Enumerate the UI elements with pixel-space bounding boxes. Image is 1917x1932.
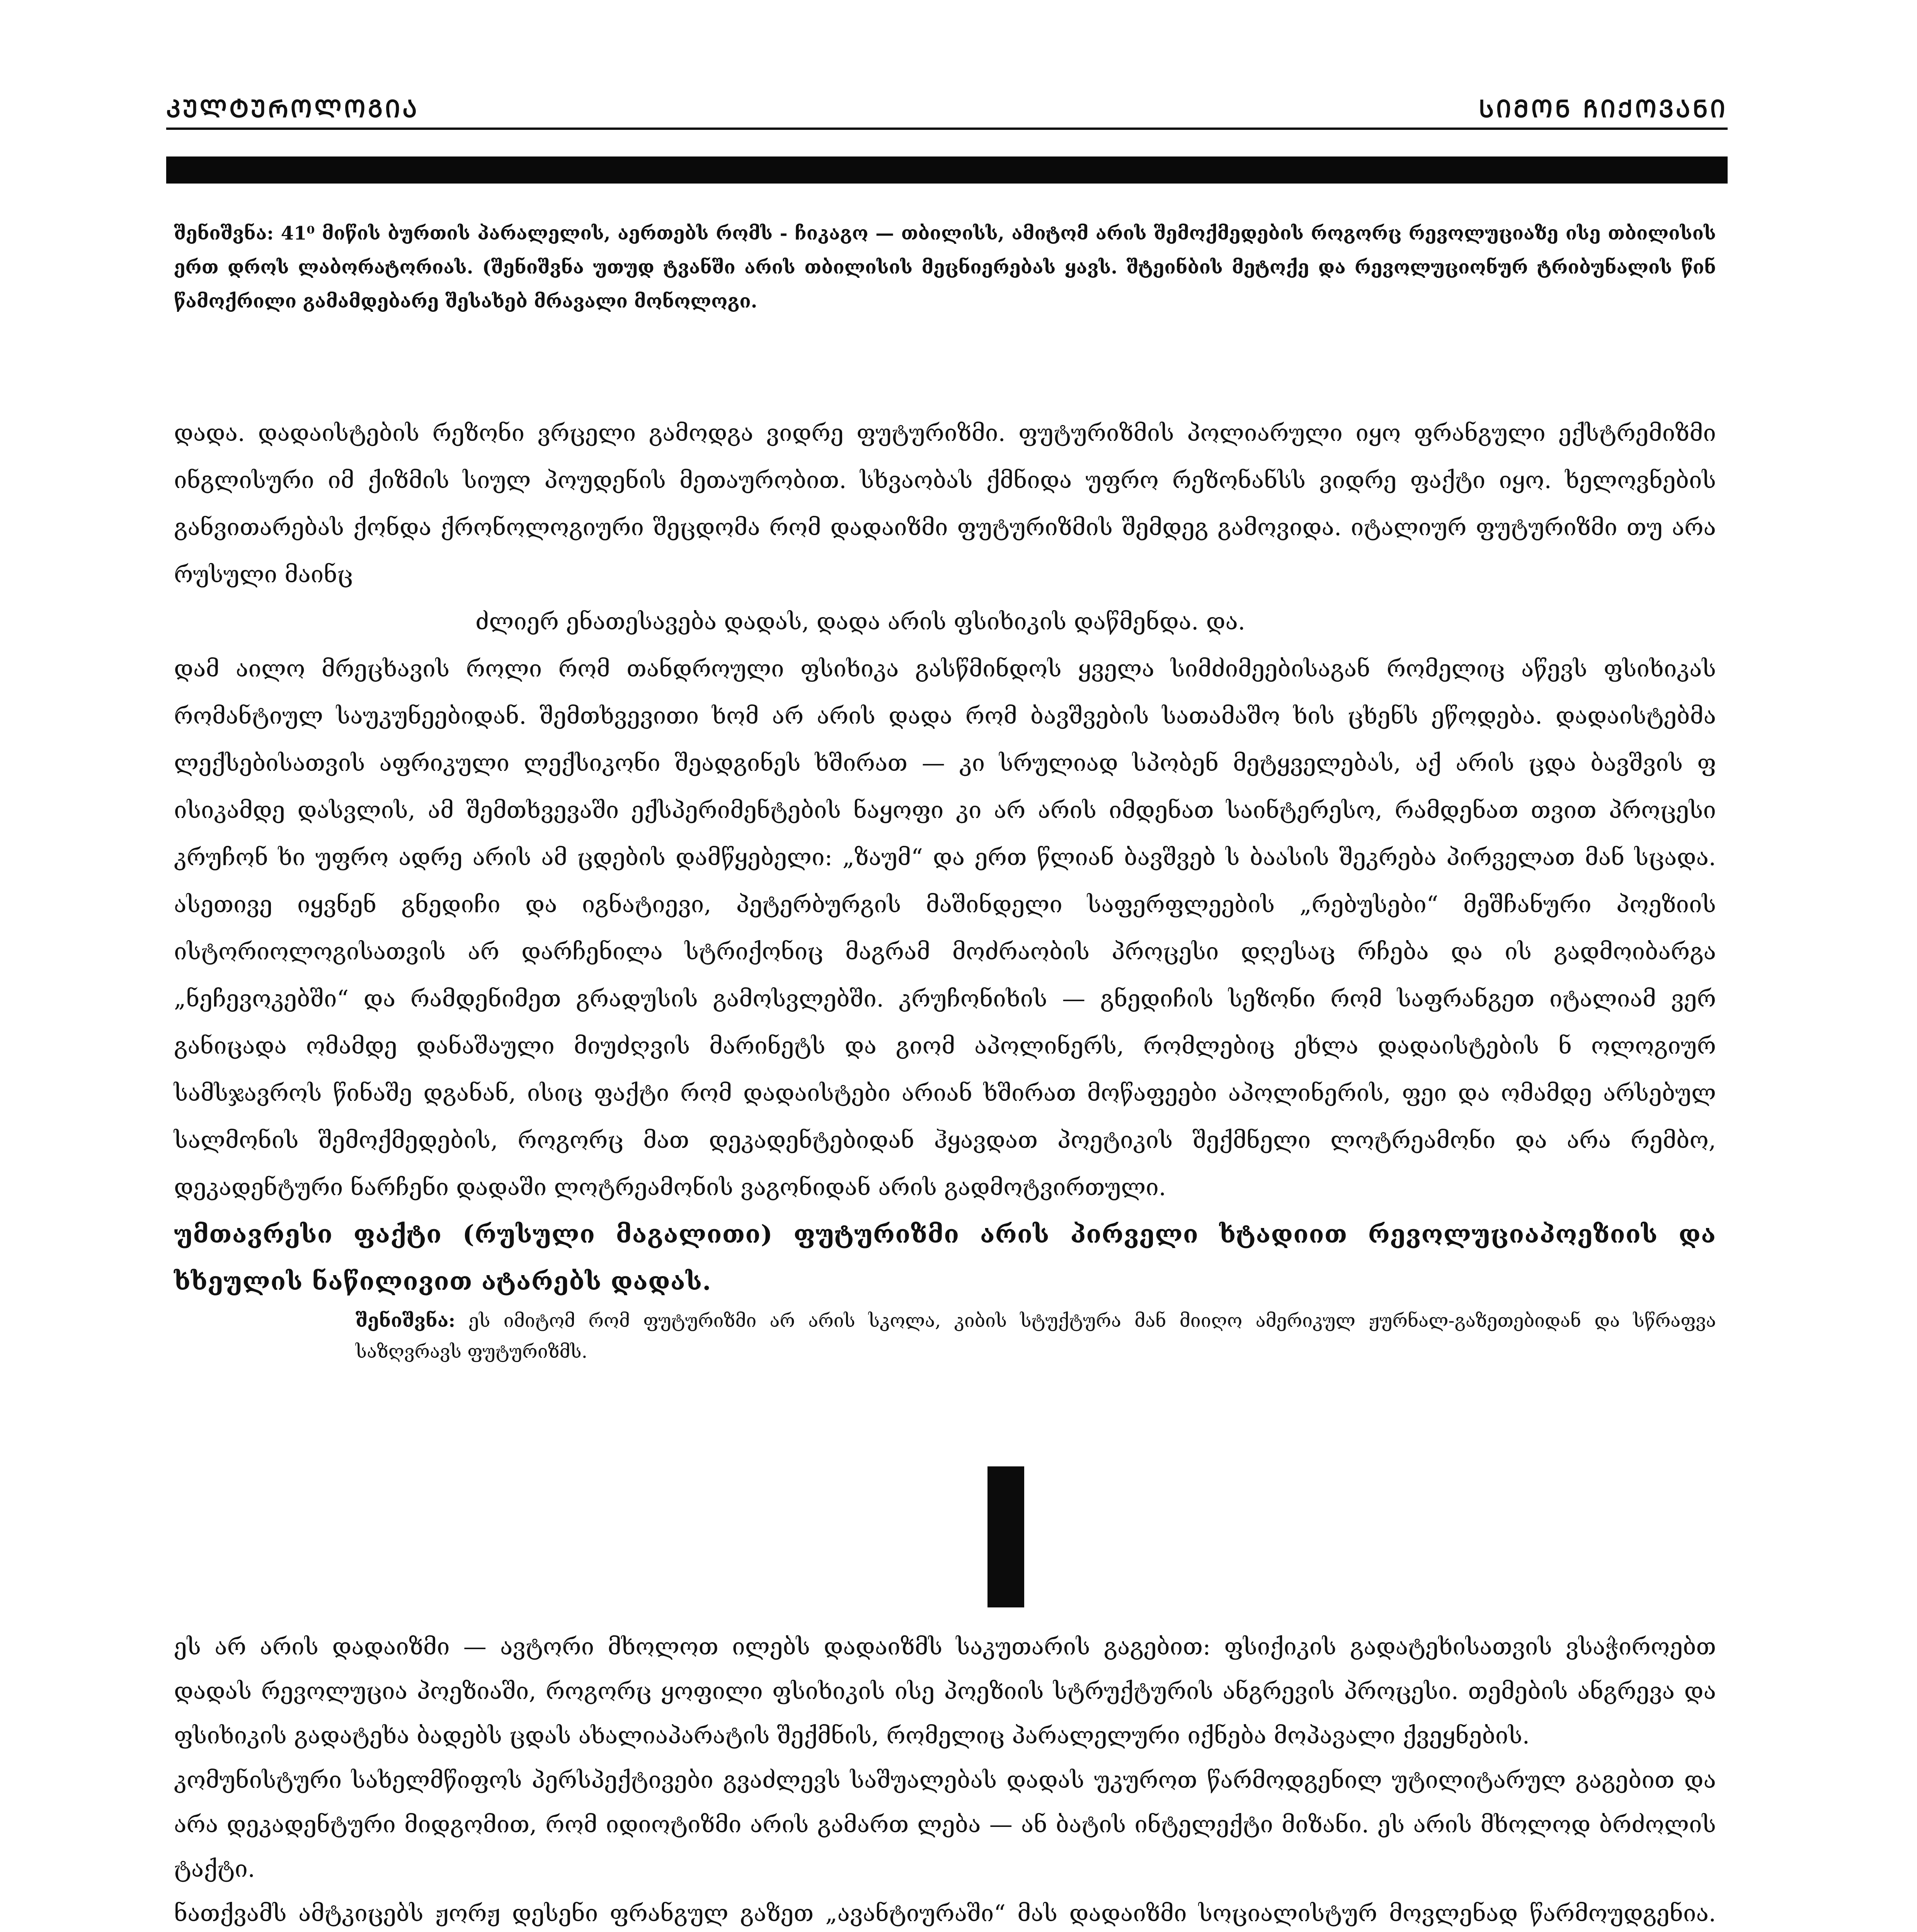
running-header bbox=[166, 77, 1728, 131]
emphasized-statement: უმთავრესი ფაქტი (რუსული მაგალითი) ფუტურიზმი არის პირველი ხტადიით რევოლუციაპოეზიის და ხხეულის ნაწილივით ატარებს დადას. bbox=[174, 1220, 1716, 1296]
header-section-title: ᲙᲣᲚᲢᲣᲠᲝᲚᲝᲒᲘᲐ bbox=[166, 95, 419, 123]
black-rule-divider bbox=[166, 156, 1728, 184]
paragraph: ეს არ არის დადაიზმი — ავტორი მხოლოთ ილებს დადაიზმს საკუთარის გაგებით: ფსიქიკის გადატეხისათვის ვსაჭიროებთ დადას რევოლუცია პოეზიაში, როგორც ყოფილი ფსიხიკის ისე პოეზიის სტრუქტურის ანგრევის პროცესი. თემების ანგრევა და ფსიხიკის გადატეხა ბადებს ცდას ახალიაპარატის შექმნის, რომელიც პარალელური იქნება მოპავალი ქვეყნების. bbox=[174, 1633, 1716, 1749]
paragraph: კომუნისტური სახელმწიფოს პერსპექტივები გვაძლევს საშუალებას დადას უკუროთ წარმოდგენილ უტილიტარულ გაგებით და არა დეკადენტური მიდგომით, რომ იდიოტიზმი არის გამართ ლება — ან ბატის ინტელექტი მიზანი. ეს არის მხოლოდ ბრძოლის ტაქტი. bbox=[174, 1767, 1716, 1883]
paragraph: ნათქვამს ამტკიცებს ჟორჟ დესენი ფრანგულ გაზეთ „ავანტიურაში“ მას დადაიზმი სოციალისტურ მოვლენად წარმოუდგენია. bbox=[174, 1900, 1716, 1927]
note-text: ეს იმიტომ რომ ფუტურიზმი არ არის სკოლა, კიბის სტუქტურა მან მიიღო ამერიკულ ჟურნალ-გაზეთებიდან და სწრაფვა საზღვრავს ფუტურიზმს. bbox=[356, 1310, 1716, 1362]
paragraph: ძლიერ ენათესავება დადას, დადა არის ფსიხიკის დაწმენდა. და. bbox=[475, 608, 1245, 635]
text-block-lower bbox=[174, 1625, 1716, 1932]
text-block-upper bbox=[174, 410, 1716, 1367]
note-label: შენიშვნა: bbox=[356, 1310, 456, 1332]
section-bar-marker bbox=[987, 1466, 1024, 1607]
header-author-name: ᲡᲘᲛᲝᲜ ᲩᲘᲥᲝᲕᲐᲜᲘ bbox=[1478, 95, 1728, 123]
top-footnote: შენიშვნა: 41⁰ მიწის ბურთის პარალელის, აერთებს რომს - ჩიკაგო — თბილისს, ამიტომ არის შემოქმედების როგორც რევოლუციაზე ისე თბილისის ერთ დროს ლაბორატორიას. (შენიშვნა უთუდ ტვანში არის თბილისის მეცნიერებას ყავს. შტეინბის მეტოქე და რევოლუციონურ ტრიბუნალის წინ წამოქრილი გამამდებარე შესახებ მრავალი მონოლოგი. bbox=[174, 223, 1716, 312]
paragraph: დამ აილო მრეცხავის როლი რომ თანდროული ფსიხიკა გასწმინდოს ყველა სიმძიმეებისაგან რომელიც აწევს ფსიხიკას რომანტიულ საუკუნეებიდან. შემთხვევითი ხომ არ არის დადა რომ ბავშვების სათამაშო ხის ცხენს ეწოდება. დადაისტებმა ლექსებისათვის აფრიკული ლექსიკონი შეადგინეს ხშირათ — კი სრულიად სპობენ მეტყველებას, აქ არის ცდა ბავშვის ფ ისიკამდე დასვლის, ამ შემთხვევაში ექსპერიმენტების ნაყოფი კი არ არის იმდენათ საინტერესო, რამდენათ თვით პროცესი კრუჩონ ხი უფრო ადრე არის ამ ცდების დამწყებელი: „ზაუმ“ და ერთ წლიან ბავშვებ ს ბაასის შეკრება პირველათ მან სცადა. ასეთივე იყვნენ გნედიჩი და იგნატიევი, პეტერბურგის მაშინდელი საფერფლეების „რებუსები“ მეშჩანური პოეზიის ისტორიოლოგისათვის არ დარჩენილა სტრიქონიც მაგრამ მოძრაობის პროცესი დღესაც რჩება და ის გადმოიბარგა „ნეჩევოკებში“ და რამდენიმეთ გრადუსის გამოსვლებში. კრუჩონიხის — გნედიჩის სეზონი რომ საფრანგეთ იტალიამ ვერ განიცადა ომამდე დანაშაული მიუძღვის მარინეტს და გიომ აპოლინერს, რომლებიც ეხლა დადაისტების ნ ოლოგიურ სამსჯავროს წინაშე დგანან, ისიც ფაქტი რომ დადაისტები არიან ხშირათ მოწაფეები აპოლინერის, ფეი და ომამდე არსებულ სალმონის შემოქმედების, როგორც მათ დეკადენტებიდან ჰყავდათ პოეტიკის შექმნელი ლოტრეამონი და არა რემბო, დეკადენტური ნარჩენი დადაში ლოტრეამონის ვაგონიდან არის გადმოტვირთული. bbox=[174, 655, 1716, 1201]
paragraph: დადა. დადაისტების რეზონი ვრცელი გამოდგა ვიდრე ფუტურიზმი. ფუტურიზმის პოლიარული იყო ფრანგული ექსტრემიზმი ინგლისური იმ ქიზმის სიულ პოუდენის მეთაურობით. სხვაობას ქმნიდა უფრო რეზონანსს ვიდრე ფაქტი იყო. ხელოვნების განვითარებას ქონდა ქრონოლოგიური შეცდომა რომ დადაიზმი ფუტურიზმის შემდეგ გამოვიდა. იტალიურ ფუტურიზმი თუ არა რუსული მაინც bbox=[174, 420, 1716, 588]
inline-note bbox=[174, 1305, 1716, 1367]
header-underline bbox=[166, 128, 1728, 130]
